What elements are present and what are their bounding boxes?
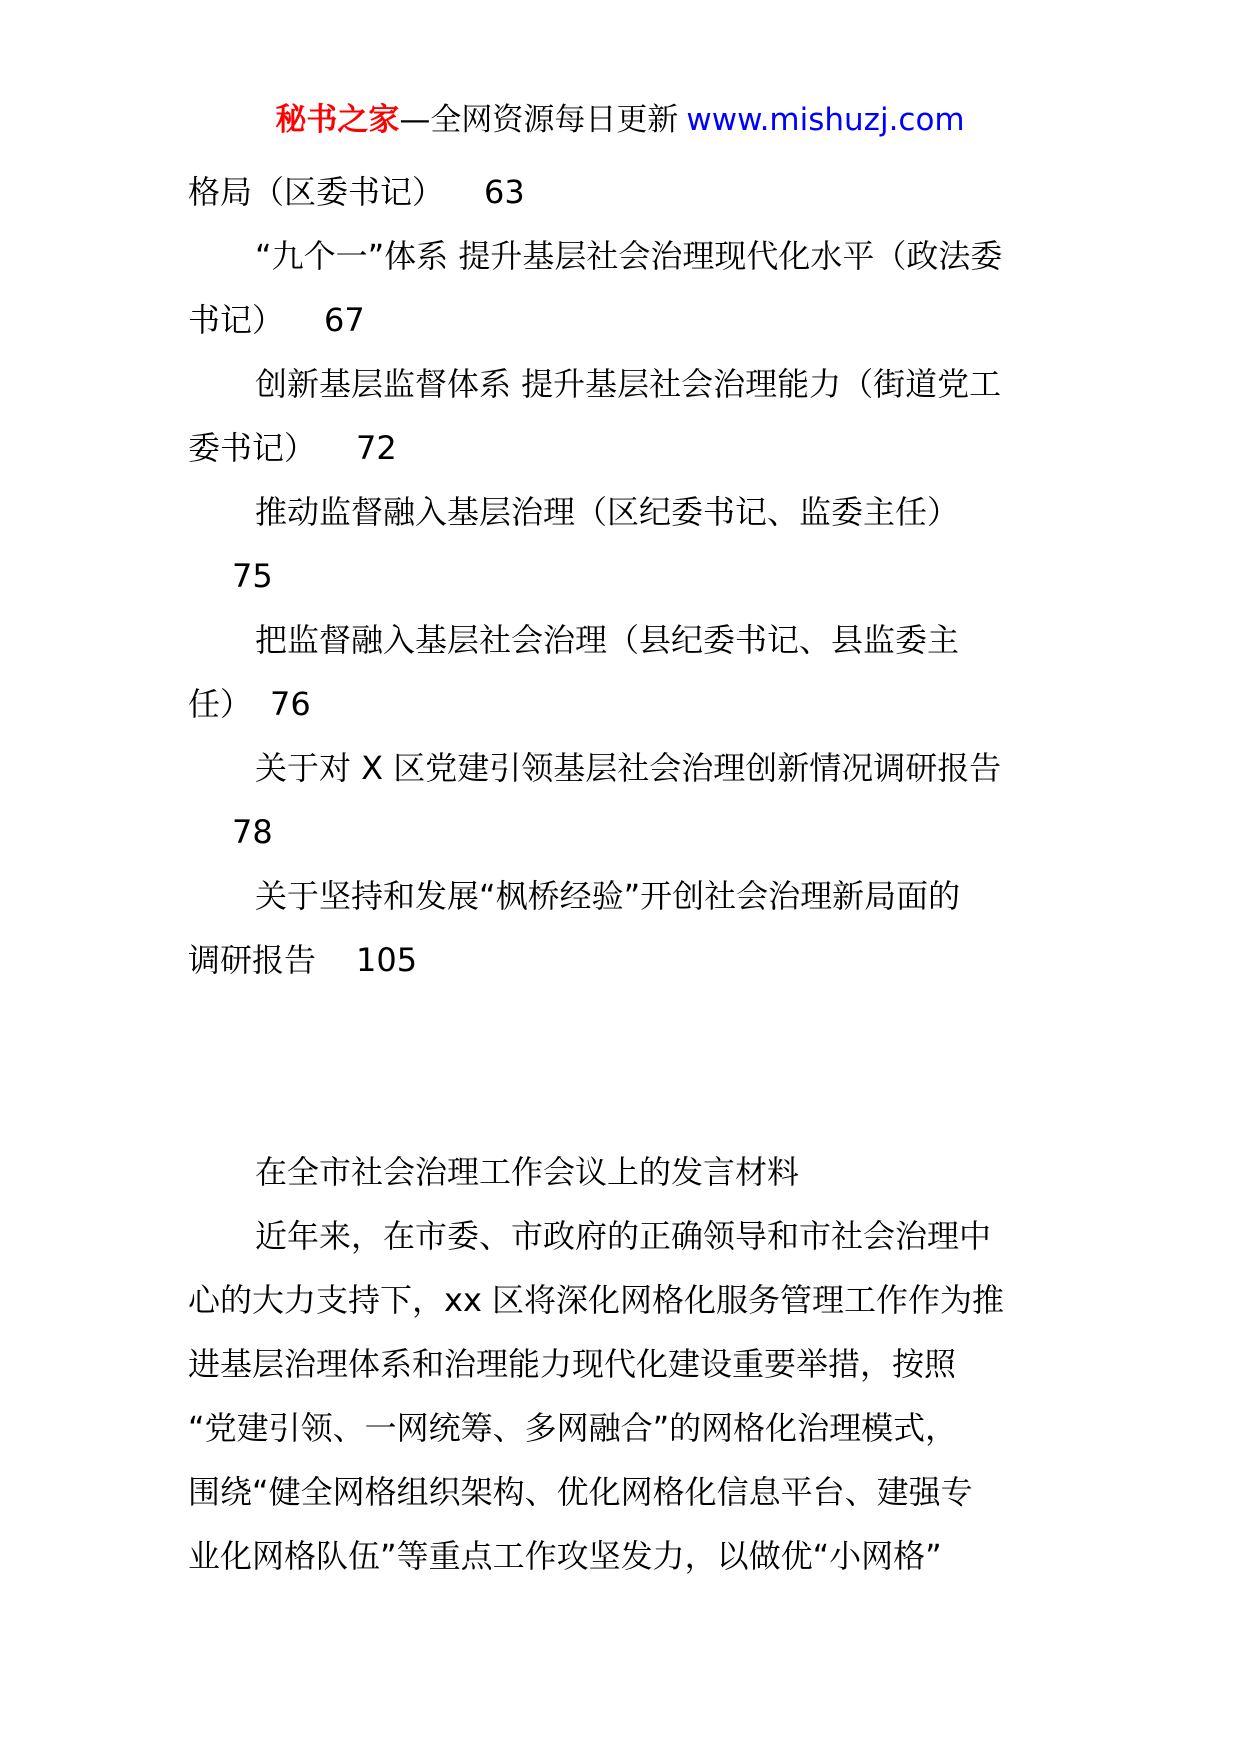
paragraph-line: 进基层治理体系和治理能力现代化建设重要举措，按照	[188, 1345, 957, 1383]
toc-entry-title: 创新基层监督体系 提升基层社会治理能力（街道党工	[255, 365, 1002, 403]
toc-entry-continuation[interactable]	[188, 800, 1058, 864]
toc-page-number: 67	[324, 301, 365, 339]
paragraph-line: 近年来，在市委、市政府的正确领导和市社会治理中	[255, 1217, 992, 1255]
toc-entry-continuation[interactable]	[188, 416, 1058, 480]
toc-entry-title: 调研报告	[188, 941, 317, 979]
toc-entry[interactable]	[188, 352, 1058, 416]
toc-page-number: 63	[484, 173, 525, 211]
toc-entry[interactable]	[188, 736, 1058, 800]
article-section	[188, 1140, 1058, 1588]
toc-entry-continuation[interactable]	[188, 544, 1058, 608]
toc-entry[interactable]	[188, 864, 1058, 928]
paragraph-line: 心的大力支持下，xx 区将深化网格化服务管理工作作为推	[188, 1281, 1005, 1319]
toc-entry[interactable]	[188, 224, 1058, 288]
toc-entry-title: “九个一”体系 提升基层社会治理现代化水平（政法委	[255, 237, 1003, 275]
toc-entry-title: 关于对 X 区党建引领基层社会治理创新情况调研报告	[255, 749, 1002, 787]
toc-page-number: 78	[232, 813, 273, 851]
toc-entry-continuation[interactable]	[188, 672, 1058, 736]
toc-entry-continuation[interactable]	[188, 288, 1058, 352]
toc-entry[interactable]	[188, 480, 1058, 544]
toc-entry-title: 推动监督融入基层治理（区纪委书记、监委主任）	[255, 493, 960, 531]
toc-entry-title: 关于坚持和发展“枫桥经验”开创社会治理新局面的	[255, 877, 961, 915]
header-tagline: —全网资源每日更新	[399, 102, 679, 138]
toc-entry-title: 格局（区委书记）	[188, 173, 445, 211]
toc-entry[interactable]	[188, 608, 1058, 672]
toc-entry-title: 委书记）	[188, 429, 317, 467]
toc-entry-title: 把监督融入基层社会治理（县纪委书记、县监委主	[255, 621, 960, 659]
brand-name: 秘书之家	[275, 102, 400, 138]
article-title: 在全市社会治理工作会议上的发言材料	[255, 1153, 800, 1191]
table-of-contents	[188, 160, 1058, 992]
header-url-link[interactable]: www.mishuzj.com	[686, 102, 965, 138]
toc-page-number: 105	[356, 941, 418, 979]
toc-entry-title: 书记）	[188, 301, 285, 339]
toc-entry[interactable]	[188, 160, 1058, 224]
toc-page-number: 75	[232, 557, 273, 595]
paragraph-line: “党建引领、一网统筹、多网融合”的网格化治理模式，	[188, 1409, 958, 1447]
page-header	[0, 100, 1240, 140]
paragraph-line: 业化网格队伍”等重点工作攻坚发力，以做优“小网格”	[188, 1537, 942, 1575]
toc-page-number: 76	[270, 685, 311, 723]
toc-entry-continuation[interactable]	[188, 928, 1058, 992]
toc-page-number: 72	[356, 429, 397, 467]
toc-entry-title: 任）	[188, 685, 253, 723]
paragraph-line: 围绕“健全网格组织架构、优化网格化信息平台、建强专	[188, 1473, 973, 1511]
